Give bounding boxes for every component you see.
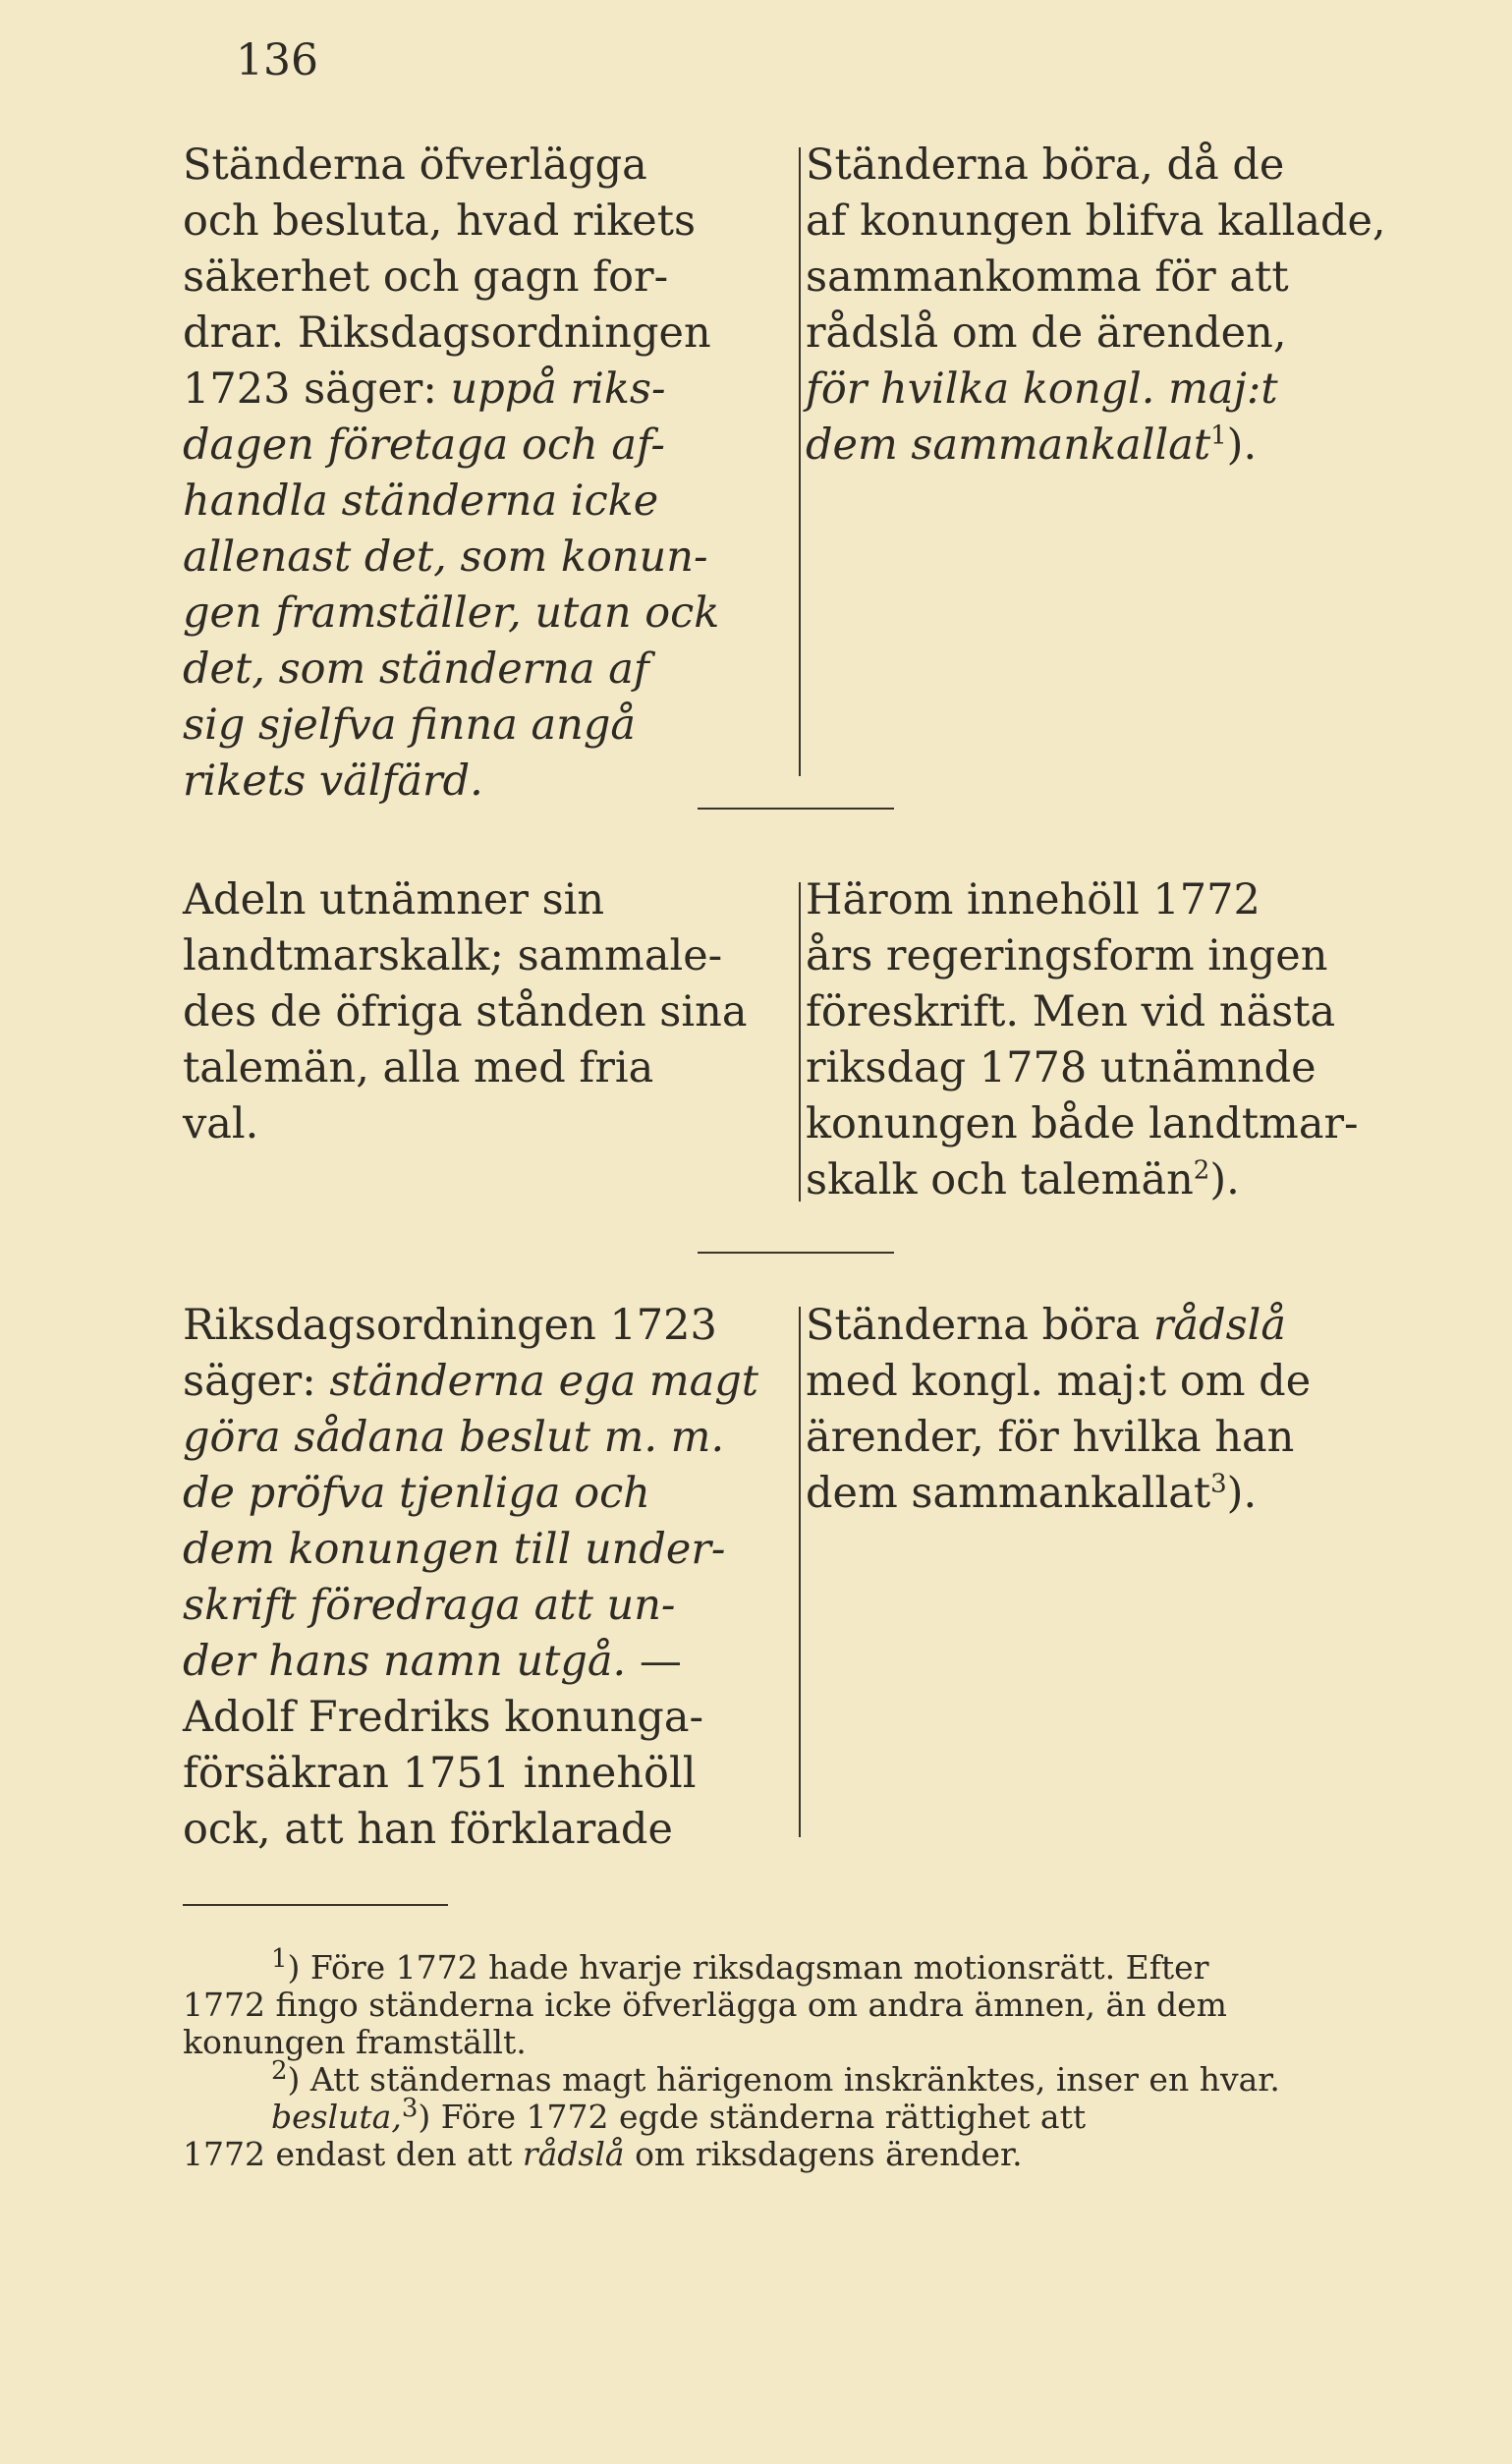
text-span: rådslå om de ärenden, [806, 308, 1287, 358]
section-separator [698, 1252, 894, 1254]
page-number: 136 [236, 35, 318, 85]
text-line [183, 194, 776, 250]
text-line [183, 1578, 776, 1634]
text-span: ock, att han förklarade [183, 1805, 673, 1854]
text-line [806, 138, 1405, 194]
footnote-marker: 3 [401, 2094, 419, 2123]
italic-text: der hans namn utgå. [183, 1637, 627, 1686]
text-line [183, 2056, 1401, 2099]
text-line [183, 418, 776, 474]
italic-text: dagen företaga och af- [183, 420, 665, 470]
text-line [806, 1466, 1405, 1522]
footnote-rule [183, 1904, 448, 1906]
italic-text: uppå riks- [450, 364, 666, 414]
text-line [183, 1040, 776, 1096]
text-line [183, 1298, 776, 1354]
text-span: 1772 endast den att [183, 2135, 523, 2173]
text-span: konungen framställt. [183, 2023, 527, 2061]
text-line [183, 642, 776, 698]
text-span: försäkran 1751 innehöll [183, 1749, 697, 1798]
text-span: ). [1209, 1155, 1240, 1204]
text-span: föreskrift. Men vid nästa [806, 987, 1336, 1036]
text-line [183, 754, 776, 810]
text-line [806, 362, 1405, 418]
footnotes [183, 1944, 1401, 2173]
text-line [183, 530, 776, 586]
text-span: Ständerna öfverlägga [183, 140, 647, 190]
text-line [183, 2024, 1401, 2061]
text-line [183, 586, 776, 642]
text-line [806, 1298, 1405, 1354]
text-line [183, 1690, 776, 1746]
text-span: ) Före 1772 egde ständerna rättighet att [418, 2098, 1087, 2136]
italic-text: handla ständerna icke [183, 476, 659, 526]
text-line [806, 1152, 1405, 1208]
text-span: konungen både landtmar- [806, 1099, 1359, 1148]
text-line [183, 928, 776, 984]
text-span: ärender, för hvilka han [806, 1413, 1295, 1462]
section-separator [698, 808, 894, 810]
text-line [806, 250, 1405, 306]
text-span: sammankomma för att [806, 252, 1289, 302]
italic-text: besluta, [271, 2098, 402, 2136]
italic-text: rådslå [1152, 1301, 1287, 1350]
text-span: Adolf Fredriks konunga- [183, 1693, 703, 1742]
text-line [183, 362, 776, 418]
column-divider [799, 147, 801, 776]
text-line [183, 698, 776, 754]
text-line [183, 2136, 1401, 2173]
text-line [183, 1410, 776, 1466]
text-line [183, 1944, 1401, 1987]
text-line [183, 1802, 776, 1858]
text-line [806, 418, 1405, 474]
italic-text: dem konungen till under- [183, 1525, 726, 1574]
text-span: ) Före 1772 hade hvarje riksdagsman motionsrätt. Efter [287, 1948, 1209, 1987]
section1-right-column [806, 138, 1405, 474]
text-span: — [626, 1637, 682, 1686]
italic-text: gen framställer, utan ock [183, 588, 720, 638]
section1-left-column [183, 138, 776, 810]
footnote-marker: 1 [1210, 420, 1227, 451]
italic-text: rådslå [522, 2135, 625, 2173]
italic-text: ständerna ega magt [329, 1357, 759, 1406]
text-span: dem sammankallat [806, 1469, 1211, 1518]
text-span: ). [1226, 420, 1258, 470]
text-line [806, 194, 1405, 250]
text-span: Riksdagsordningen 1723 [183, 1301, 717, 1350]
text-span: drar. Riksdagsordningen [183, 308, 711, 358]
text-span: 1772 fingo ständerna icke öfverlägga om andra ämnen, än dem [183, 1986, 1227, 2024]
text-span: Adeln utnämner sin [183, 875, 605, 924]
footnote-marker: 1 [271, 1944, 288, 1974]
text-line [183, 1634, 776, 1690]
text-line [183, 984, 776, 1040]
italic-text: allenast det, som konun- [183, 532, 708, 582]
text-line [183, 1466, 776, 1522]
text-line [183, 872, 776, 928]
text-span: riksdag 1778 utnämnde [806, 1043, 1316, 1092]
text-span: och besluta, hvad rikets [183, 196, 697, 246]
text-span: landtmarskalk; sammale- [183, 931, 723, 980]
italic-text: rikets välfärd. [183, 756, 483, 806]
text-span: des de öfriga stånden sina [183, 987, 748, 1036]
text-line [183, 1096, 776, 1152]
text-span: 1723 säger: [183, 364, 451, 414]
text-line [806, 1096, 1405, 1152]
text-span: med kongl. maj:t om de [806, 1357, 1312, 1406]
text-line [183, 1522, 776, 1578]
italic-text: sig sjelfva finna angå [183, 700, 636, 750]
italic-text: skrift föredraga att un- [183, 1581, 676, 1630]
text-line [806, 984, 1405, 1040]
italic-text: dem sammankallat [806, 420, 1211, 470]
column-divider [799, 1307, 801, 1837]
text-line [183, 306, 776, 362]
column-divider [799, 882, 801, 1202]
italic-text: det, som ständerna af [183, 644, 649, 694]
text-line [183, 1354, 776, 1410]
footnote-marker: 2 [271, 2056, 288, 2086]
text-span: säkerhet och gagn for- [183, 252, 669, 302]
text-line [183, 138, 776, 194]
text-line [806, 1040, 1405, 1096]
footnote-marker: 3 [1210, 1469, 1227, 1499]
text-span: säger: [183, 1357, 330, 1406]
italic-text: de pröfva tjenliga och [183, 1469, 650, 1518]
text-line [806, 306, 1405, 362]
text-line [183, 2094, 1401, 2136]
italic-text: för hvilka kongl. maj:t [806, 364, 1278, 414]
footnote-marker: 2 [1193, 1155, 1210, 1186]
text-span: af konungen blifva kallade, [806, 196, 1386, 246]
section2-right-column [806, 872, 1405, 1208]
text-line [183, 1746, 776, 1802]
text-span: års regeringsform ingen [806, 931, 1328, 980]
text-span: skalk och talemän [806, 1155, 1194, 1204]
text-line [806, 872, 1405, 928]
section2-left-column [183, 872, 776, 1152]
text-span: val. [183, 1099, 259, 1148]
text-line [806, 1410, 1405, 1466]
text-line [183, 250, 776, 306]
italic-text: göra sådana beslut m. m. [183, 1413, 725, 1462]
text-span: talemän, alla med fria [183, 1043, 654, 1092]
text-span: Härom innehöll 1772 [806, 875, 1260, 924]
text-span: ) Att ständernas magt härigenom inskränktes, inser en hvar. [287, 2060, 1280, 2099]
text-line [806, 928, 1405, 984]
text-line [806, 1354, 1405, 1410]
text-span: ). [1226, 1469, 1258, 1518]
text-span: Ständerna böra, då de [806, 140, 1285, 190]
text-span: om riksdagens ärender. [624, 2135, 1023, 2173]
section3-right-column [806, 1298, 1405, 1522]
text-line [183, 1987, 1401, 2024]
section3-left-column [183, 1298, 776, 1858]
text-span: Ständerna böra [806, 1301, 1153, 1350]
text-line [183, 474, 776, 530]
